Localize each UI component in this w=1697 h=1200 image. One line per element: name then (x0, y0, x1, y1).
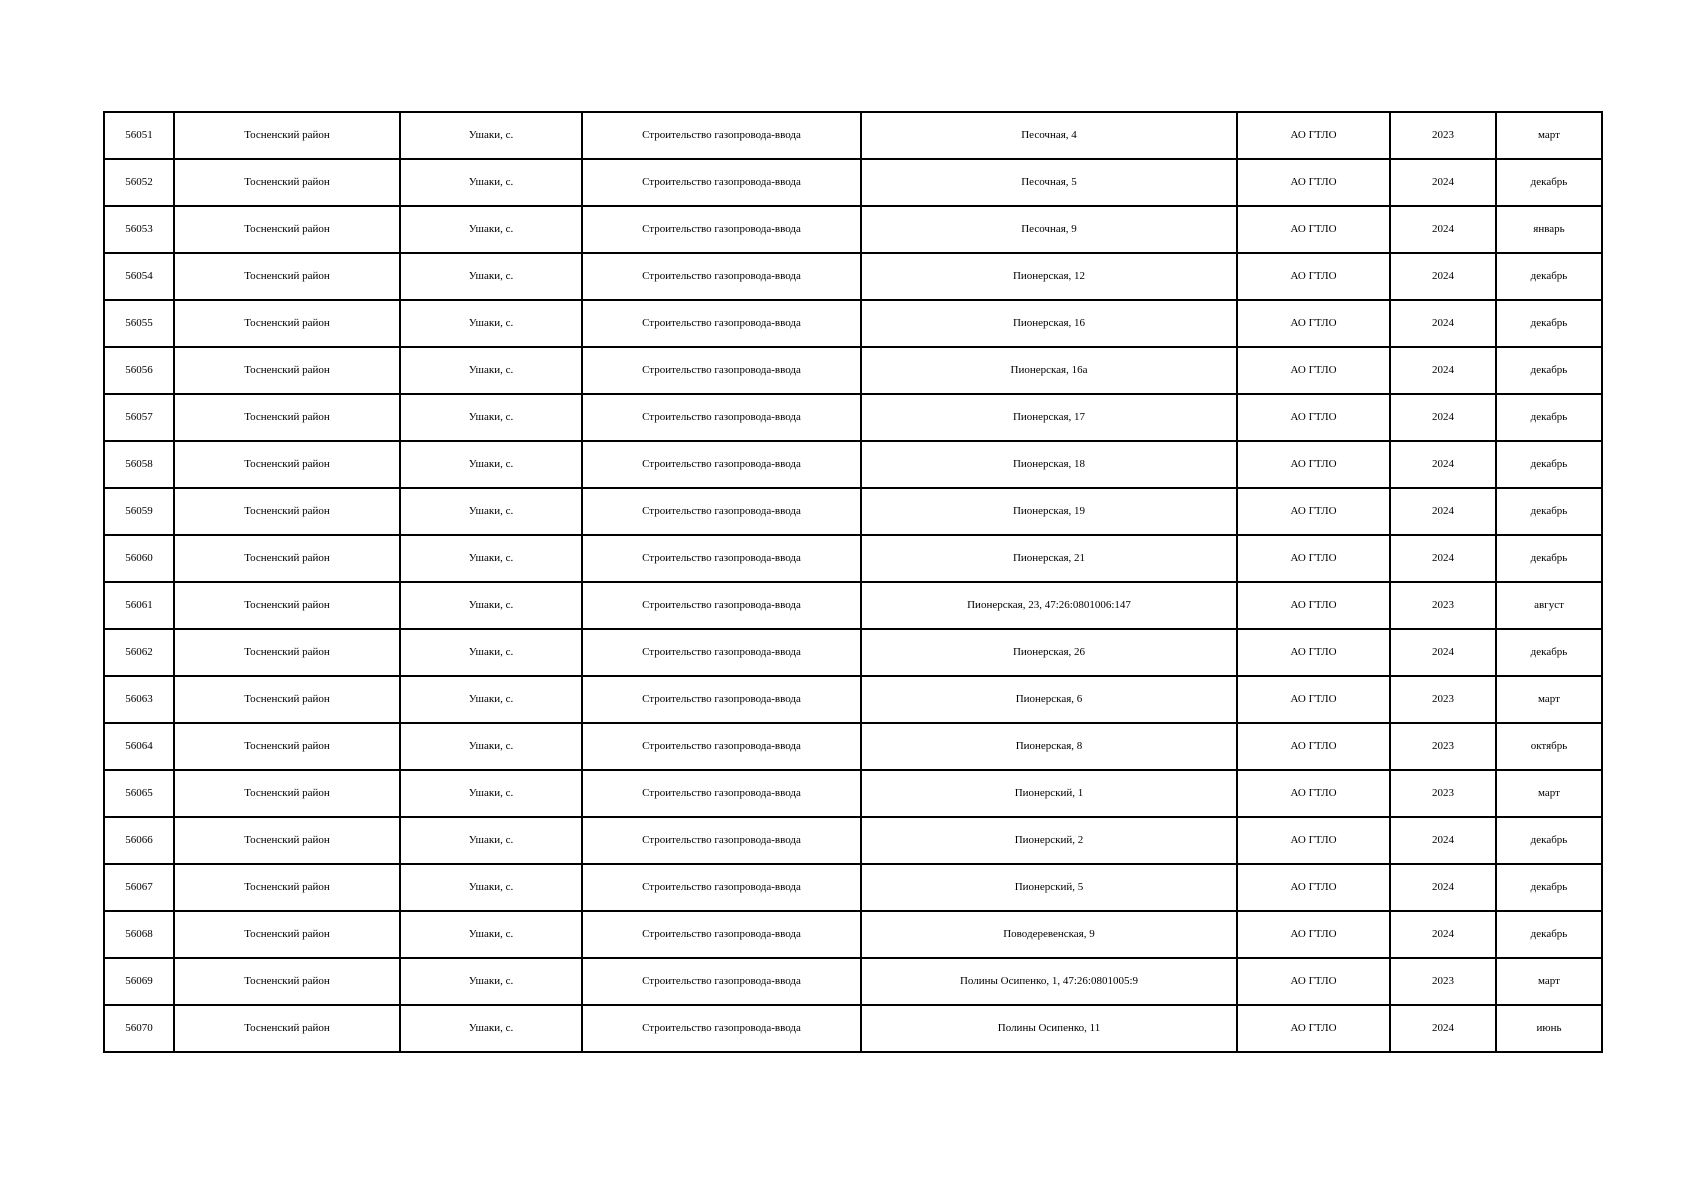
locality-cell: Ушаки, с. (400, 723, 582, 770)
table-row (104, 676, 1602, 723)
district-cell: Тосненский район (174, 770, 400, 817)
month-cell: декабрь (1496, 253, 1602, 300)
year-cell: 2024 (1390, 206, 1496, 253)
month-cell: январь (1496, 206, 1602, 253)
work-type-cell: Строительство газопровода-ввода (582, 300, 861, 347)
locality-cell: Ушаки, с. (400, 864, 582, 911)
year-cell: 2024 (1390, 394, 1496, 441)
address-cell: Пионерская, 8 (861, 723, 1237, 770)
district-cell: Тосненский район (174, 629, 400, 676)
work-type-cell: Строительство газопровода-ввода (582, 535, 861, 582)
district-cell: Тосненский район (174, 300, 400, 347)
year-cell: 2024 (1390, 159, 1496, 206)
address-cell: Полины Осипенко, 1, 47:26:0801005:9 (861, 958, 1237, 1005)
table-row (104, 112, 1602, 159)
month-cell: июнь (1496, 1005, 1602, 1052)
year-cell: 2024 (1390, 253, 1496, 300)
address-cell: Пионерский, 5 (861, 864, 1237, 911)
work-type-cell: Строительство газопровода-ввода (582, 723, 861, 770)
table-row (104, 864, 1602, 911)
month-cell: март (1496, 676, 1602, 723)
row-id-cell: 56056 (104, 347, 174, 394)
year-cell: 2024 (1390, 535, 1496, 582)
locality-cell: Ушаки, с. (400, 206, 582, 253)
locality-cell: Ушаки, с. (400, 347, 582, 394)
month-cell: октябрь (1496, 723, 1602, 770)
table-row (104, 488, 1602, 535)
address-cell: Пионерская, 6 (861, 676, 1237, 723)
district-cell: Тосненский район (174, 206, 400, 253)
district-cell: Тосненский район (174, 864, 400, 911)
row-id-cell: 56065 (104, 770, 174, 817)
organization-cell: АО ГТЛО (1237, 676, 1390, 723)
table-row (104, 911, 1602, 958)
address-cell: Песочная, 5 (861, 159, 1237, 206)
address-cell: Пионерская, 18 (861, 441, 1237, 488)
table-row (104, 958, 1602, 1005)
address-cell: Пионерский, 1 (861, 770, 1237, 817)
month-cell: декабрь (1496, 629, 1602, 676)
row-id-cell: 56054 (104, 253, 174, 300)
work-type-cell: Строительство газопровода-ввода (582, 582, 861, 629)
row-id-cell: 56059 (104, 488, 174, 535)
year-cell: 2024 (1390, 911, 1496, 958)
year-cell: 2023 (1390, 723, 1496, 770)
month-cell: август (1496, 582, 1602, 629)
month-cell: декабрь (1496, 817, 1602, 864)
year-cell: 2024 (1390, 1005, 1496, 1052)
row-id-cell: 56052 (104, 159, 174, 206)
locality-cell: Ушаки, с. (400, 441, 582, 488)
year-cell: 2023 (1390, 676, 1496, 723)
district-cell: Тосненский район (174, 723, 400, 770)
month-cell: декабрь (1496, 911, 1602, 958)
organization-cell: АО ГТЛО (1237, 394, 1390, 441)
row-id-cell: 56064 (104, 723, 174, 770)
address-cell: Пионерская, 16а (861, 347, 1237, 394)
work-type-cell: Строительство газопровода-ввода (582, 817, 861, 864)
row-id-cell: 56062 (104, 629, 174, 676)
month-cell: декабрь (1496, 535, 1602, 582)
table-row (104, 723, 1602, 770)
organization-cell: АО ГТЛО (1237, 535, 1390, 582)
row-id-cell: 56061 (104, 582, 174, 629)
year-cell: 2024 (1390, 300, 1496, 347)
locality-cell: Ушаки, с. (400, 112, 582, 159)
year-cell: 2023 (1390, 958, 1496, 1005)
month-cell: декабрь (1496, 347, 1602, 394)
address-cell: Полины Осипенко, 11 (861, 1005, 1237, 1052)
year-cell: 2024 (1390, 629, 1496, 676)
locality-cell: Ушаки, с. (400, 159, 582, 206)
year-cell: 2023 (1390, 112, 1496, 159)
work-type-cell: Строительство газопровода-ввода (582, 394, 861, 441)
row-id-cell: 56068 (104, 911, 174, 958)
district-cell: Тосненский район (174, 582, 400, 629)
district-cell: Тосненский район (174, 112, 400, 159)
locality-cell: Ушаки, с. (400, 1005, 582, 1052)
address-cell: Песочная, 4 (861, 112, 1237, 159)
work-type-cell: Строительство газопровода-ввода (582, 770, 861, 817)
locality-cell: Ушаки, с. (400, 535, 582, 582)
address-cell: Пионерская, 12 (861, 253, 1237, 300)
table-row (104, 582, 1602, 629)
organization-cell: АО ГТЛО (1237, 911, 1390, 958)
address-cell: Пионерская, 17 (861, 394, 1237, 441)
organization-cell: АО ГТЛО (1237, 159, 1390, 206)
table-row (104, 817, 1602, 864)
month-cell: декабрь (1496, 300, 1602, 347)
row-id-cell: 56070 (104, 1005, 174, 1052)
organization-cell: АО ГТЛО (1237, 864, 1390, 911)
locality-cell: Ушаки, с. (400, 911, 582, 958)
year-cell: 2024 (1390, 441, 1496, 488)
row-id-cell: 56053 (104, 206, 174, 253)
locality-cell: Ушаки, с. (400, 958, 582, 1005)
district-cell: Тосненский район (174, 911, 400, 958)
table-row (104, 394, 1602, 441)
work-type-cell: Строительство газопровода-ввода (582, 676, 861, 723)
organization-cell: АО ГТЛО (1237, 582, 1390, 629)
organization-cell: АО ГТЛО (1237, 1005, 1390, 1052)
organization-cell: АО ГТЛО (1237, 488, 1390, 535)
year-cell: 2023 (1390, 582, 1496, 629)
month-cell: март (1496, 112, 1602, 159)
row-id-cell: 56063 (104, 676, 174, 723)
month-cell: декабрь (1496, 394, 1602, 441)
table-row (104, 253, 1602, 300)
organization-cell: АО ГТЛО (1237, 300, 1390, 347)
address-cell: Поводеревенская, 9 (861, 911, 1237, 958)
district-cell: Тосненский район (174, 441, 400, 488)
organization-cell: АО ГТЛО (1237, 958, 1390, 1005)
work-type-cell: Строительство газопровода-ввода (582, 911, 861, 958)
table-row (104, 300, 1602, 347)
month-cell: март (1496, 958, 1602, 1005)
table-row (104, 770, 1602, 817)
table-row (104, 347, 1602, 394)
row-id-cell: 56057 (104, 394, 174, 441)
work-type-cell: Строительство газопровода-ввода (582, 112, 861, 159)
district-cell: Тосненский район (174, 535, 400, 582)
address-cell: Пионерская, 23, 47:26:0801006:147 (861, 582, 1237, 629)
locality-cell: Ушаки, с. (400, 253, 582, 300)
month-cell: декабрь (1496, 159, 1602, 206)
work-type-cell: Строительство газопровода-ввода (582, 488, 861, 535)
year-cell: 2024 (1390, 817, 1496, 864)
district-cell: Тосненский район (174, 347, 400, 394)
row-id-cell: 56066 (104, 817, 174, 864)
organization-cell: АО ГТЛО (1237, 817, 1390, 864)
year-cell: 2024 (1390, 864, 1496, 911)
locality-cell: Ушаки, с. (400, 676, 582, 723)
district-cell: Тосненский район (174, 159, 400, 206)
table-row (104, 206, 1602, 253)
organization-cell: АО ГТЛО (1237, 629, 1390, 676)
month-cell: декабрь (1496, 441, 1602, 488)
organization-cell: АО ГТЛО (1237, 347, 1390, 394)
organization-cell: АО ГТЛО (1237, 112, 1390, 159)
month-cell: март (1496, 770, 1602, 817)
address-cell: Пионерская, 16 (861, 300, 1237, 347)
address-cell: Пионерская, 21 (861, 535, 1237, 582)
work-type-cell: Строительство газопровода-ввода (582, 347, 861, 394)
locality-cell: Ушаки, с. (400, 770, 582, 817)
row-id-cell: 56058 (104, 441, 174, 488)
locality-cell: Ушаки, с. (400, 582, 582, 629)
district-cell: Тосненский район (174, 676, 400, 723)
work-type-cell: Строительство газопровода-ввода (582, 1005, 861, 1052)
organization-cell: АО ГТЛО (1237, 253, 1390, 300)
locality-cell: Ушаки, с. (400, 488, 582, 535)
work-type-cell: Строительство газопровода-ввода (582, 629, 861, 676)
work-type-cell: Строительство газопровода-ввода (582, 958, 861, 1005)
month-cell: декабрь (1496, 864, 1602, 911)
district-cell: Тосненский район (174, 817, 400, 864)
year-cell: 2024 (1390, 488, 1496, 535)
locality-cell: Ушаки, с. (400, 300, 582, 347)
organization-cell: АО ГТЛО (1237, 770, 1390, 817)
work-type-cell: Строительство газопровода-ввода (582, 159, 861, 206)
work-type-cell: Строительство газопровода-ввода (582, 253, 861, 300)
organization-cell: АО ГТЛО (1237, 723, 1390, 770)
district-cell: Тосненский район (174, 958, 400, 1005)
address-cell: Песочная, 9 (861, 206, 1237, 253)
year-cell: 2024 (1390, 347, 1496, 394)
row-id-cell: 56067 (104, 864, 174, 911)
table-row (104, 535, 1602, 582)
address-cell: Пионерская, 19 (861, 488, 1237, 535)
locality-cell: Ушаки, с. (400, 394, 582, 441)
table-row (104, 159, 1602, 206)
row-id-cell: 56069 (104, 958, 174, 1005)
gas-connection-table (103, 111, 1603, 1053)
table-row (104, 441, 1602, 488)
locality-cell: Ушаки, с. (400, 817, 582, 864)
organization-cell: АО ГТЛО (1237, 206, 1390, 253)
district-cell: Тосненский район (174, 488, 400, 535)
row-id-cell: 56055 (104, 300, 174, 347)
address-cell: Пионерская, 26 (861, 629, 1237, 676)
year-cell: 2023 (1390, 770, 1496, 817)
work-type-cell: Строительство газопровода-ввода (582, 864, 861, 911)
organization-cell: АО ГТЛО (1237, 441, 1390, 488)
table-body (104, 112, 1602, 1052)
row-id-cell: 56060 (104, 535, 174, 582)
table-row (104, 1005, 1602, 1052)
row-id-cell: 56051 (104, 112, 174, 159)
district-cell: Тосненский район (174, 253, 400, 300)
table-row (104, 629, 1602, 676)
district-cell: Тосненский район (174, 394, 400, 441)
work-type-cell: Строительство газопровода-ввода (582, 206, 861, 253)
month-cell: декабрь (1496, 488, 1602, 535)
district-cell: Тосненский район (174, 1005, 400, 1052)
address-cell: Пионерский, 2 (861, 817, 1237, 864)
locality-cell: Ушаки, с. (400, 629, 582, 676)
work-type-cell: Строительство газопровода-ввода (582, 441, 861, 488)
